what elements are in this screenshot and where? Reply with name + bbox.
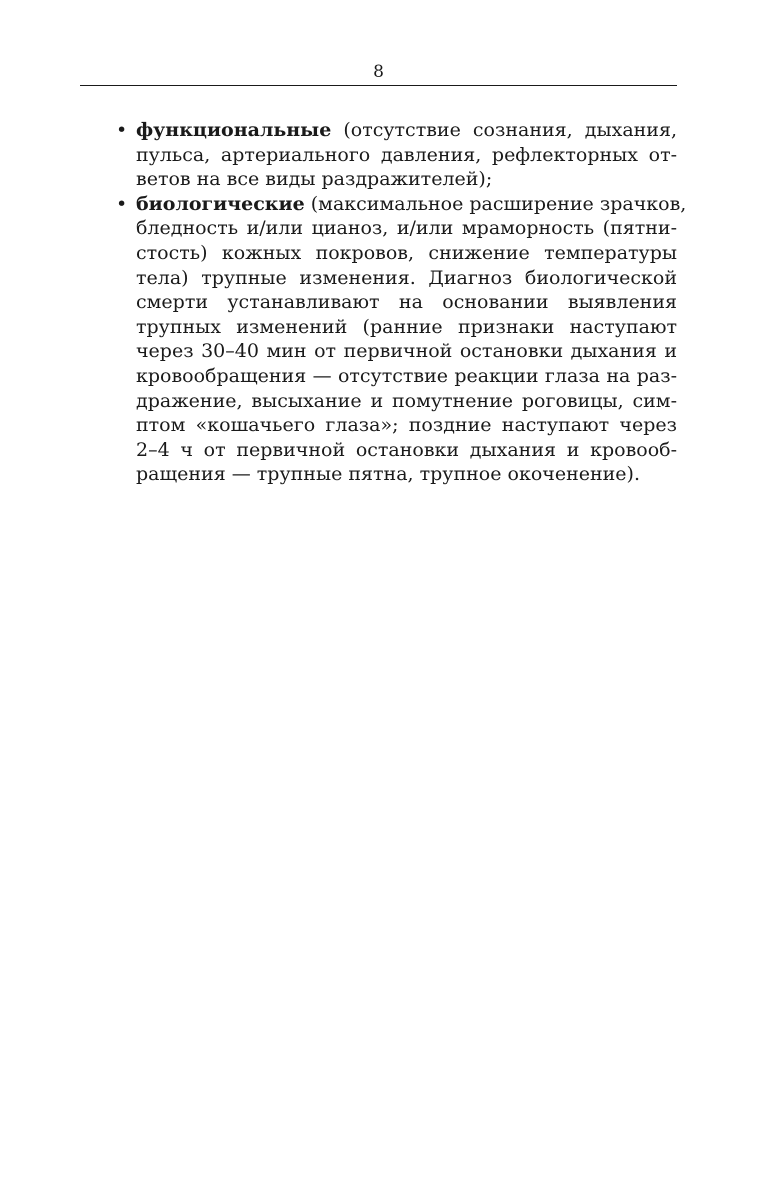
text-line: бледность и/или цианоз, и/или мраморность (пятни- xyxy=(136,217,677,240)
page-body xyxy=(80,118,687,487)
bullet-icon: • xyxy=(116,119,128,141)
list-item-functional xyxy=(80,118,677,192)
text-line: ветов на все виды раздражителей); xyxy=(136,168,493,191)
text-line: ращения — трупные пятна, трупное окоченение). xyxy=(136,463,641,486)
text-line: птом «кошачьего глаза»; поздние наступают через xyxy=(136,414,677,437)
bullet-list xyxy=(80,118,687,487)
bullet-icon: • xyxy=(116,192,128,215)
text-line xyxy=(136,192,687,217)
list-item-biological xyxy=(80,192,687,487)
text-line: трупных изменений (ранние признаки наступают xyxy=(136,315,677,338)
text-line: через 30–40 мин от первичной остановки дыхания и xyxy=(136,340,677,363)
text-line: дражение, высыхание и помутнение роговицы, сим- xyxy=(136,389,677,412)
text-line: смерти устанавливают на основании выявления xyxy=(136,291,677,314)
text-span: (отсутствие сознания, дыхания, xyxy=(331,119,677,141)
bold-term: биологические xyxy=(136,192,305,215)
header-rule xyxy=(80,85,677,86)
text-span: (максимальное расширение зрачков, xyxy=(304,192,687,215)
text-line: кровообращения — отсутствие реакции глаза на раз- xyxy=(136,364,677,387)
page-number: 8 xyxy=(373,62,384,82)
text-line xyxy=(136,118,677,143)
text-line: тела) трупные изменения. Диагноз биологической xyxy=(136,266,677,289)
text-line: 2–4 ч от первичной остановки дыхания и кровооб- xyxy=(136,438,677,461)
text-line: пульса, артериального давления, рефлекторных от- xyxy=(136,143,677,166)
bold-term: функциональные xyxy=(136,119,332,141)
text-line: стость) кожных покровов, снижение температуры xyxy=(136,241,677,264)
